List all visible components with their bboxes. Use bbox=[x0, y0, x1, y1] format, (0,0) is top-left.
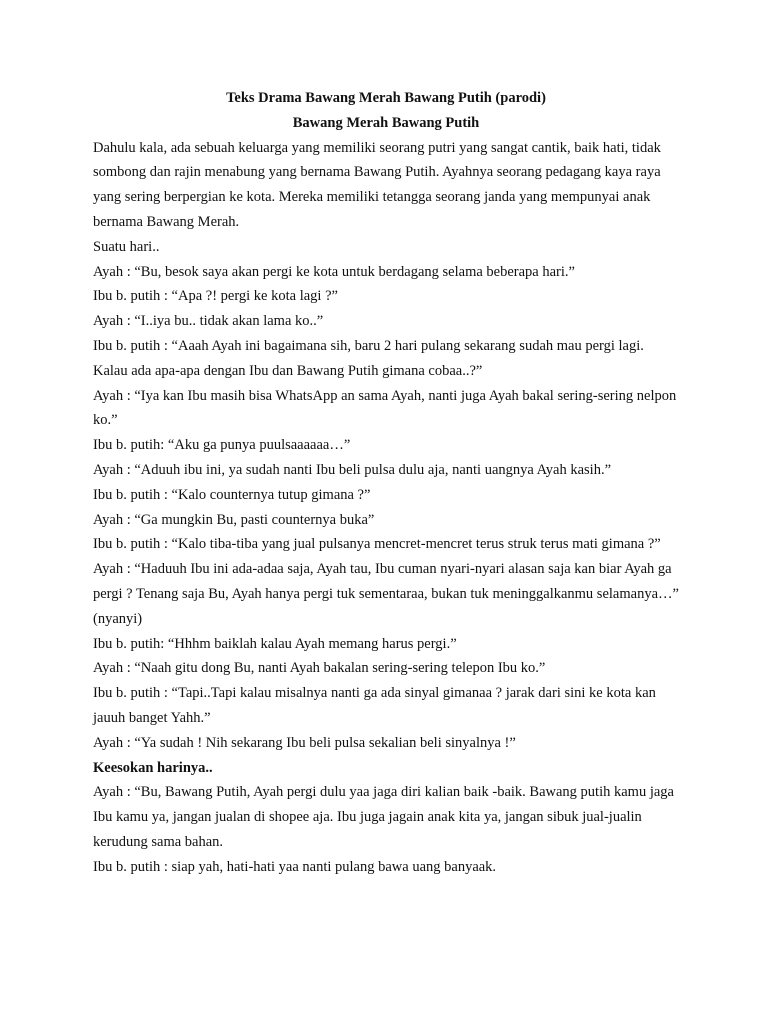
paragraph: Ayah : “Ya sudah ! Nih sekarang Ibu beli pulsa sekalian beli sinyalnya !” bbox=[93, 734, 516, 751]
paragraph: Ibu b. putih: “Aku ga punya puulsaaaaaa…” bbox=[93, 437, 351, 454]
paragraph: Ayah : “Aduuh ibu ini, ya sudah nanti Ibu beli pulsa dulu aja, nanti uangnya Ayah kasih.” bbox=[93, 461, 612, 478]
paragraph: Ibu b. putih : “Tapi..Tapi kalau misalnya nanti ga ada sinyal gimanaa ? jarak dari sini ke kota kan jauuh banget Yahh.” bbox=[93, 685, 656, 726]
paragraph: Ibu b. putih: “Hhhm baiklah kalau Ayah memang harus pergi.” bbox=[93, 635, 457, 652]
paragraph: Ibu b. putih : siap yah, hati-hati yaa nanti pulang bawa uang banyaak. bbox=[93, 858, 497, 875]
document-title: Teks Drama Bawang Merah Bawang Putih (parodi) bbox=[226, 90, 546, 106]
scene-heading: Keesokan harinya.. bbox=[93, 759, 213, 776]
paragraph: Ayah : “Ga mungkin Bu, pasti counternya buka” bbox=[93, 511, 375, 528]
paragraph: Suatu hari.. bbox=[93, 238, 160, 255]
paragraph: Ibu b. putih : “Kalo counternya tutup gimana ?” bbox=[93, 486, 371, 503]
paragraph: Ibu b. putih : “Kalo tiba-tiba yang jual pulsanya mencret-mencret terus struk terus mati gimana ?” bbox=[93, 536, 661, 553]
paragraph: Ibu b. putih : “Apa ?! pergi ke kota lagi ?” bbox=[93, 288, 338, 305]
paragraph: Ayah : “I..iya bu.. tidak akan lama ko..” bbox=[93, 313, 324, 330]
document-body bbox=[93, 86, 679, 880]
paragraph: Ayah : “Bu, besok saya akan pergi ke kota untuk berdagang selama beberapa hari.” bbox=[93, 263, 575, 280]
paragraph: Ayah : “Bu, Bawang Putih, Ayah pergi dulu yaa jaga diri kalian baik -baik. Bawang putih kamu jaga Ibu kamu ya, jangan jualan di shopee aja. Ibu juga jagain anak kita ya, jangan sibuk jual-jualin kerudung sama bahan. bbox=[93, 784, 674, 850]
paragraph: Ayah : “Iya kan Ibu masih bisa WhatsApp an sama Ayah, nanti juga Ayah bakal sering-sering nelpon ko.” bbox=[93, 387, 677, 429]
paragraph: Ayah : “Haduuh Ibu ini ada-adaa saja, Ayah tau, Ibu cuman nyari-nyari alasan saja kan biar Ayah ga pergi ? Tenang saja Bu, Ayah hanya pergi tuk sementaraa, bukan tuk meninggalkanmu selamanya…” (nyanyi) bbox=[93, 561, 679, 627]
paragraph: Dahulu kala, ada sebuah keluarga yang memiliki seorang putri yang sangat cantik, baik hati, tidak sombong dan rajin menabung yang bernama Bawang Putih. Ayahnya seorang pedagang kaya raya yang sering berpergian ke kota. Mereka memiliki tetangga seorang janda yang mempunyai anak bernama Bawang Merah. bbox=[93, 139, 661, 230]
document-subtitle: Bawang Merah Bawang Putih bbox=[292, 114, 480, 131]
paragraph: Ibu b. putih : “Aaah Ayah ini bagaimana sih, baru 2 hari pulang sekarang sudah mau pergi lagi. Kalau ada apa-apa dengan Ibu dan Bawang Putih gimana cobaa..?” bbox=[93, 337, 644, 379]
paragraph: Ayah : “Naah gitu dong Bu, nanti Ayah bakalan sering-sering telepon Ibu ko.” bbox=[93, 660, 546, 677]
